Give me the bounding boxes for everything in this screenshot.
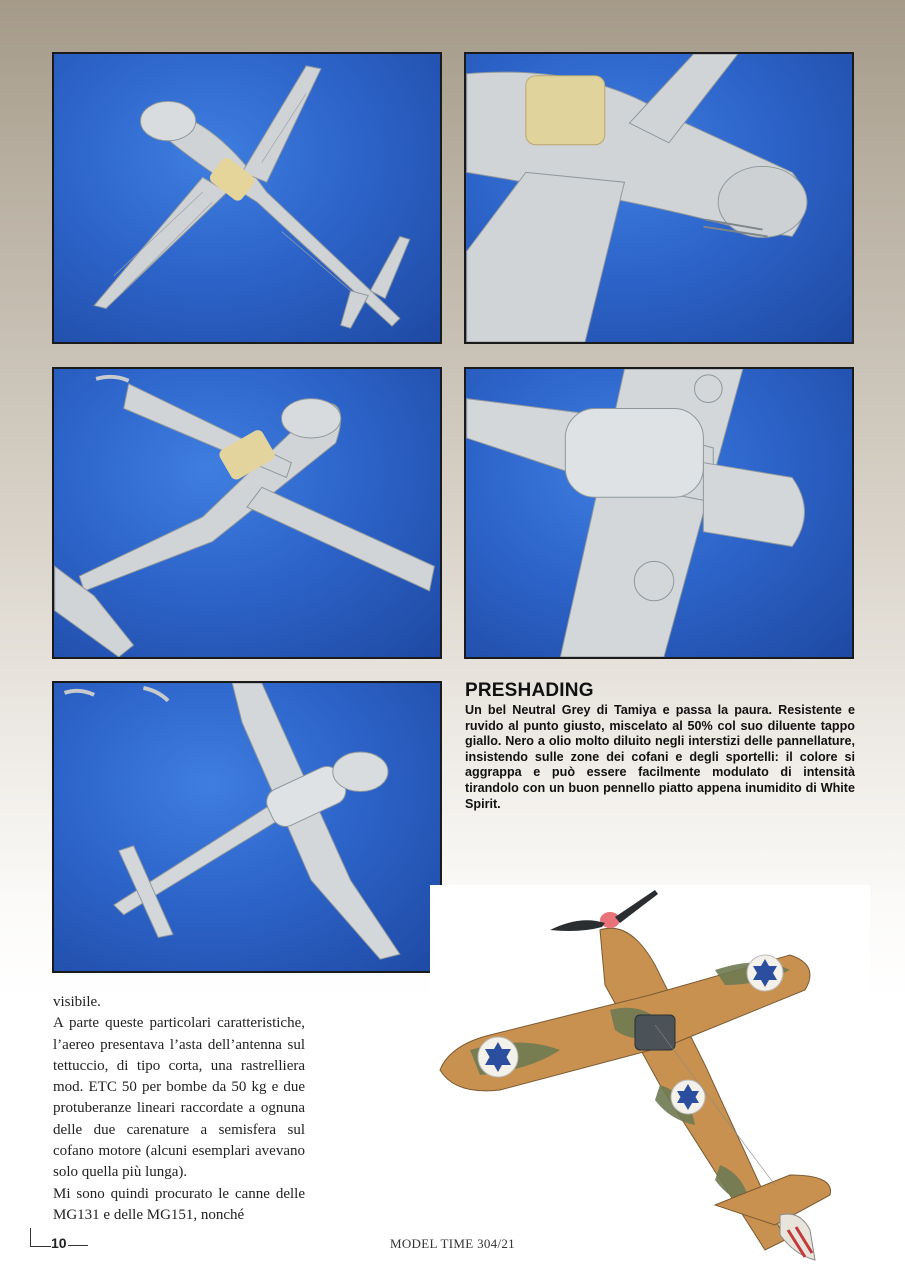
aircraft-model-image bbox=[466, 369, 852, 657]
article-paragraph: A parte queste particolari caratteristiche, l’aereo presentava l’asta dell’antenna sul tettuccio, di tipo corta, una rastrelliera mod. ETC 50 per bombe da 50 kg e due protuberanze lineari raccordate a ognuna delle due carenature a semisfera sul cofano motore (alcuni esemplari avevano solo quella più lunga). bbox=[53, 1015, 305, 1181]
article-paragraph: visibile. bbox=[53, 994, 101, 1010]
finished-aircraft-image bbox=[430, 885, 870, 1280]
photo-5 bbox=[52, 681, 442, 973]
article-paragraph: Mi sono quindi procurato le canne delle MG131 e delle MG151, nonché bbox=[53, 1185, 305, 1223]
roundel-star-of-david bbox=[478, 1037, 518, 1077]
photo-1 bbox=[52, 52, 442, 344]
photo-3 bbox=[52, 367, 442, 659]
article-text bbox=[53, 992, 305, 1226]
aircraft-model-image bbox=[466, 54, 852, 342]
finished-model-photo bbox=[430, 885, 870, 1280]
aircraft-model-image bbox=[54, 683, 440, 971]
aircraft-model-image bbox=[54, 54, 440, 342]
preshading-text: Un bel Neutral Grey di Tamiya e passa la paura. Resistente e ruvido al punto giusto, miscelato al 50% col suo diluente tappo giallo. Nero a olio molto diluito negli interstizi delle pannellature, insistendo sulle zone dei cofani e degli sportelli: il colore si aggrappa e può essere facilmente modulato di intensità tirandolo con un buon pennello piatto appena inumidito di White Spirit. bbox=[465, 703, 855, 811]
magazine-footer: MODEL TIME 304/21 bbox=[390, 1236, 515, 1251]
photo-2 bbox=[464, 52, 854, 344]
aircraft-model-image bbox=[54, 369, 440, 657]
photo-4 bbox=[464, 367, 854, 659]
preshading-box bbox=[465, 680, 855, 812]
page-number: 10 bbox=[51, 1235, 67, 1251]
preshading-title: PRESHADING bbox=[465, 680, 594, 701]
